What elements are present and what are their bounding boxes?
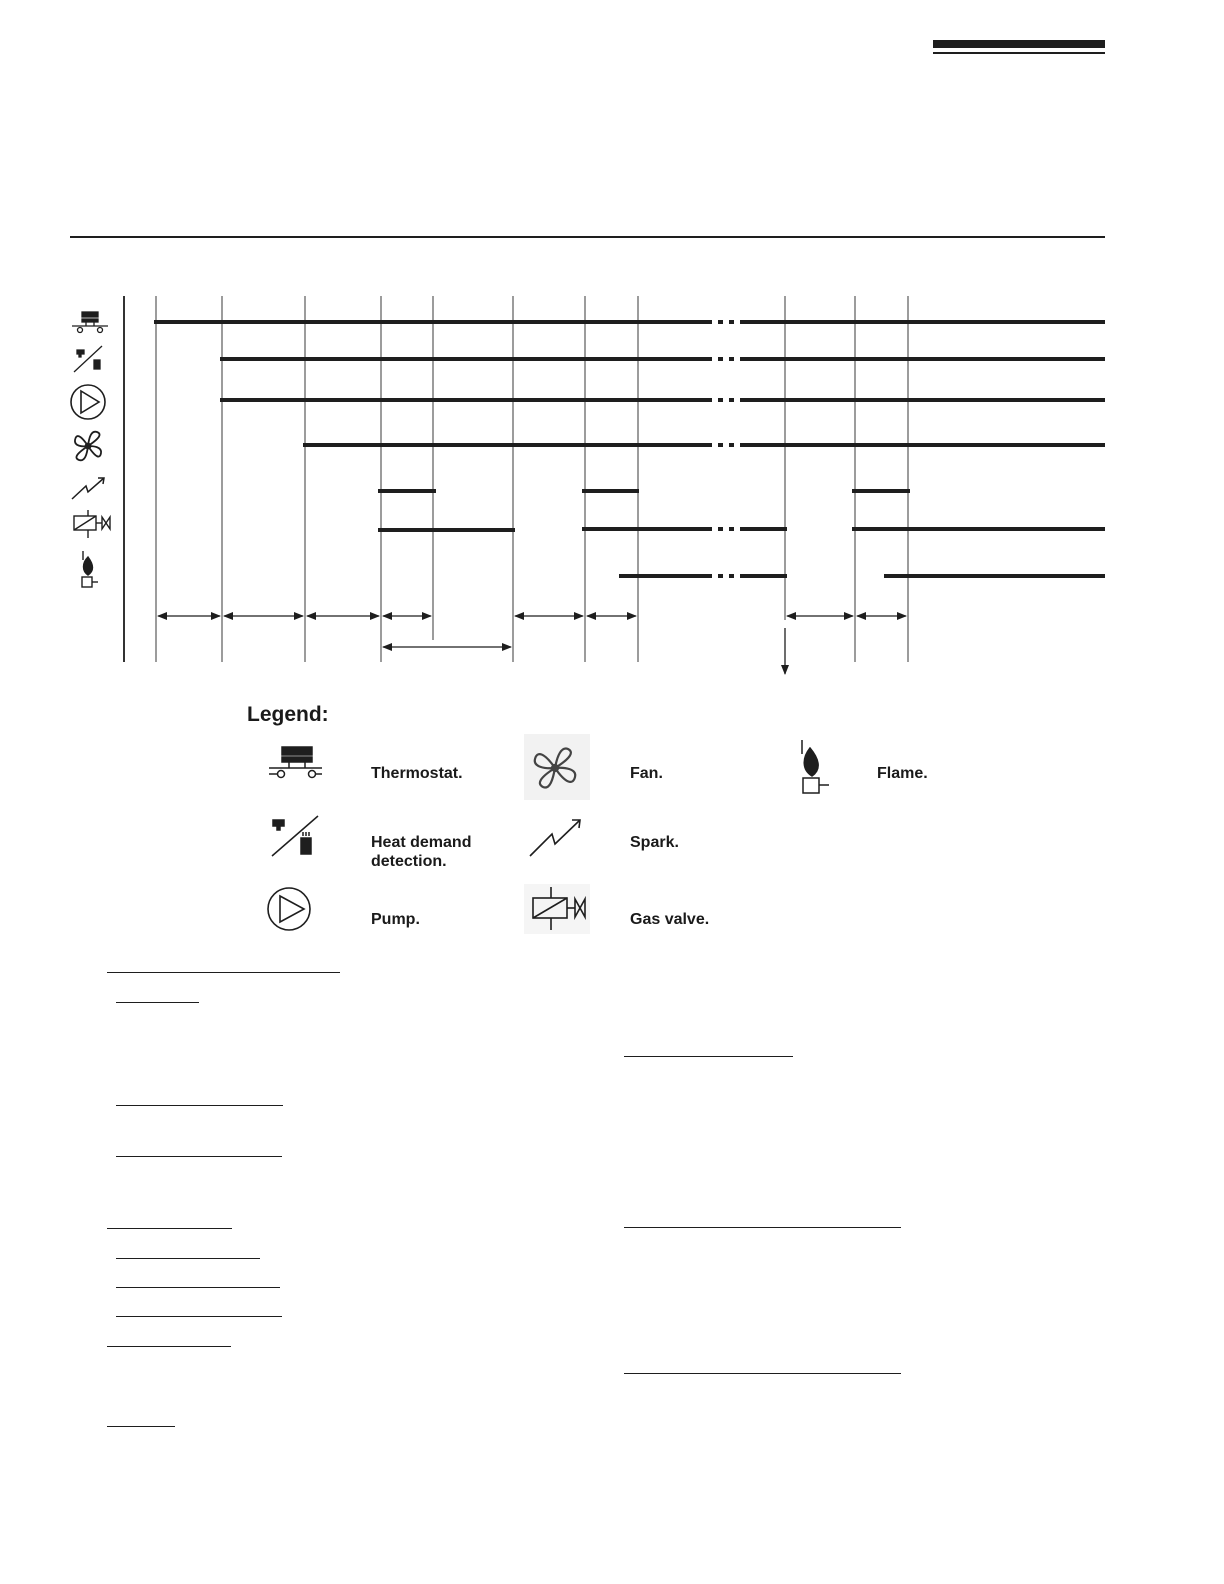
heat-demand-icon	[74, 346, 102, 372]
subheading-rule	[116, 1287, 280, 1288]
gas-valve-icon	[524, 884, 590, 934]
header-rule	[933, 52, 1105, 54]
heading-rule	[107, 1346, 231, 1347]
fan-icon	[75, 432, 101, 461]
heading-rule	[624, 1373, 901, 1374]
thermostat-icon	[72, 312, 108, 333]
pump-icon	[264, 885, 314, 933]
heading-rule	[107, 1228, 232, 1229]
gas-valve-trace	[378, 529, 1105, 530]
fan-icon	[524, 734, 590, 800]
time-markers	[156, 296, 908, 662]
subheading-rule	[116, 1258, 260, 1259]
gas-valve-icon	[74, 510, 110, 538]
heat-demand-icon	[266, 814, 326, 860]
header-bar	[933, 40, 1105, 48]
legend-label-flame: Flame.	[877, 765, 928, 782]
timing-diagram	[0, 280, 1224, 680]
interval-arrows	[158, 616, 906, 674]
section-divider	[70, 236, 1105, 238]
legend-label-spark: Spark.	[630, 834, 679, 851]
subheading-rule	[116, 1316, 282, 1317]
subheading-rule	[116, 1002, 199, 1003]
legend-label-thermostat: Thermostat.	[371, 765, 463, 782]
heading-rule	[624, 1227, 901, 1228]
subheading-rule	[116, 1156, 282, 1157]
subheading-rule	[116, 1105, 283, 1106]
heading-rule	[624, 1056, 793, 1057]
spark-icon	[526, 814, 586, 860]
legend-label-gas-valve: Gas valve.	[630, 911, 710, 928]
pump-icon	[71, 385, 105, 419]
heading-rule	[107, 972, 340, 973]
legend-label-pump: Pump.	[371, 911, 420, 928]
legend-title: Legend:	[247, 703, 329, 726]
legend-label-heat-demand: Heat demand detection.	[371, 834, 472, 870]
flame-icon	[796, 738, 836, 798]
spark-icon	[72, 478, 104, 499]
flame-icon	[82, 551, 98, 587]
heading-rule	[107, 1426, 175, 1427]
thermostat-icon	[266, 744, 326, 784]
legend-label-fan: Fan.	[630, 765, 663, 782]
